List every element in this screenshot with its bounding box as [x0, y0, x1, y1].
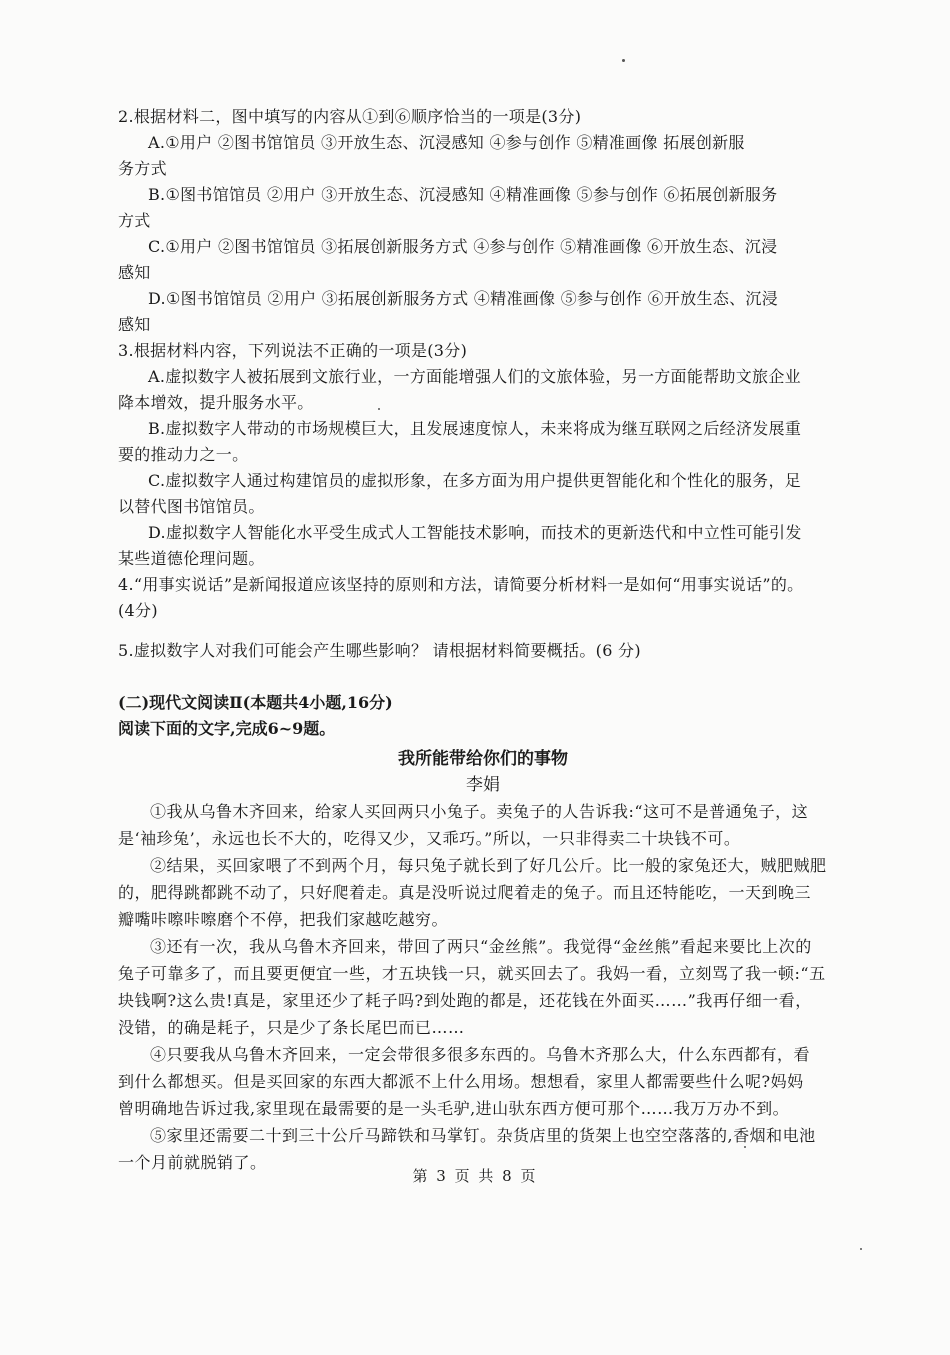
question-3-option-a-cont: 降本增效，提升服务水平。	[118, 393, 314, 412]
question-2-option-a-cont: 务方式	[118, 159, 167, 178]
paragraph-line: ⑤家里还需要二十到三十公斤马蹄铁和马掌钉。杂货店里的货架上也空空落落的,香烟和电池	[150, 1126, 816, 1145]
question-2-option-c: C.①用户 ②图书馆馆员 ③拓展创新服务方式 ④参与创作 ⑤精准画像 ⑥开放生态、沉浸	[148, 237, 778, 256]
question-2-option-c-cont: 感知	[118, 263, 151, 282]
page-footer: 第 3 页 共 8 页	[412, 1167, 538, 1185]
article-paragraph-1	[118, 798, 848, 852]
question-4-points: (4分)	[118, 601, 158, 620]
question-3-stem: 3.根据材料内容，下列说法不正确的一项是(3分)	[118, 341, 468, 360]
article-paragraph-4	[118, 1041, 848, 1122]
paragraph-line: 瓣嘴咔嚓咔嚓磨个不停，把我们家越吃越穷。	[118, 910, 449, 929]
question-3-option-b: B.虚拟数字人带动的市场规模巨大，且发展速度惊人，未来将成为继互联网之后经济发展重	[148, 419, 802, 438]
paragraph-line: 一个月前就脱销了。	[118, 1153, 267, 1172]
article-title: 我所能带给你们的事物	[398, 749, 568, 769]
paragraph-line: ④只要我从乌鲁木齐回来，一定会带很多很多东西的。乌鲁木齐那么大，什么东西都有，看	[150, 1045, 811, 1064]
question-2-option-a: A.①用户 ②图书馆馆员 ③开放生态、沉浸感知 ④参与创作 ⑤精准画像 拓展创新服	[148, 133, 745, 152]
scan-speck	[744, 1146, 746, 1148]
answer-space	[118, 624, 848, 638]
question-2-option-d: D.①图书馆馆员 ②用户 ③拓展创新服务方式 ④精准画像 ⑤参与创作 ⑥开放生态、沉浸	[148, 289, 779, 308]
section-instruction: 阅读下面的文字,完成6~9题。	[118, 719, 336, 738]
paragraph-line: ②结果，买回家喂了不到两个月，每只兔子就长到了好几公斤。比一般的家兔还大，贼肥贼肥	[150, 856, 827, 875]
scan-speck	[378, 408, 380, 410]
paragraph-line: 兔子可靠多了，而且要更便宜一些，才五块钱一只，就买回去了。我妈一看，立刻骂了我一顿:“五	[118, 964, 826, 983]
paragraph-line: 曾明确地告诉过我,家里现在最需要的是一头毛驴,进山驮东西方便可那个……我万万办不到。	[118, 1099, 790, 1118]
question-4-stem: 4.“用事实说话”是新闻报道应该坚持的原则和方法，请简要分析材料一是如何“用事实说话”的。	[118, 575, 804, 594]
question-3	[118, 338, 848, 572]
question-3-option-d: D.虚拟数字人智能化水平受生成式人工智能技术影响，而技术的更新迭代和中立性可能引发	[148, 523, 802, 542]
question-2-stem: 2.根据材料二，图中填写的内容从①到⑥顺序恰当的一项是(3分)	[118, 107, 582, 126]
answer-space	[118, 664, 848, 690]
scan-speck	[860, 1248, 862, 1250]
paragraph-line: 块钱啊?这么贵!真是，家里还少了耗子吗?到处跑的都是，还花钱在外面买……”我再仔细一看，	[118, 991, 812, 1010]
paragraph-line: ③还有一次，我从乌鲁木齐回来，带回了两只“金丝熊”。我觉得“金丝熊”看起来要比上次的	[150, 937, 812, 956]
section-heading: (二)现代文阅读Ⅱ(本题共4小题,16分)	[118, 693, 393, 712]
paragraph-line: 没错，的确是耗子，只是少了条长尾巴而已……	[118, 1018, 465, 1037]
question-3-option-c-cont: 以替代图书馆馆员。	[118, 497, 265, 516]
question-5-stem: 5.虚拟数字人对我们可能会产生哪些影响？ 请根据材料简要概括。(6 分)	[118, 641, 641, 660]
question-3-option-c: C.虚拟数字人通过构建馆员的虚拟形象，在多方面为用户提供更智能化和个性化的服务，足	[148, 471, 802, 490]
question-3-option-b-cont: 要的推动力之一。	[118, 445, 249, 464]
question-3-option-d-cont: 某些道德伦理问题。	[118, 549, 265, 568]
article-paragraph-2	[118, 852, 848, 933]
page-content	[118, 104, 848, 1176]
question-2	[118, 104, 848, 338]
question-4	[118, 572, 848, 624]
paragraph-line: 是‘袖珍兔’，永远也长不大的，吃得又少，又乖巧。”所以，一只非得卖二十块钱不可。	[118, 829, 741, 848]
scan-speck	[622, 59, 625, 62]
article-author: 李娟	[466, 775, 500, 795]
question-2-option-b-cont: 方式	[118, 211, 151, 230]
question-3-option-a: A.虚拟数字人被拓展到文旅行业，一方面能增强人们的文旅体验，另一方面能帮助文旅企业	[148, 367, 801, 386]
paragraph-line: 的，肥得跳都跳不动了，只好爬着走。真是没听说过爬着走的兔子。而且还特能吃，一天到晚三	[118, 883, 812, 902]
question-2-option-d-cont: 感知	[118, 315, 151, 334]
article-paragraph-3	[118, 933, 848, 1041]
paragraph-line: 到什么都想买。但是买回家的东西大都派不上什么用场。想想看，家里人都需要些什么呢?妈妈	[118, 1072, 804, 1091]
paragraph-line: ①我从乌鲁木齐回来，给家人买回两只小兔子。卖兔子的人告诉我:“这可不是普通兔子，这	[150, 802, 809, 821]
question-2-option-b: B.①图书馆馆员 ②用户 ③开放生态、沉浸感知 ④精准画像 ⑤参与创作 ⑥拓展创新服务	[148, 185, 778, 204]
